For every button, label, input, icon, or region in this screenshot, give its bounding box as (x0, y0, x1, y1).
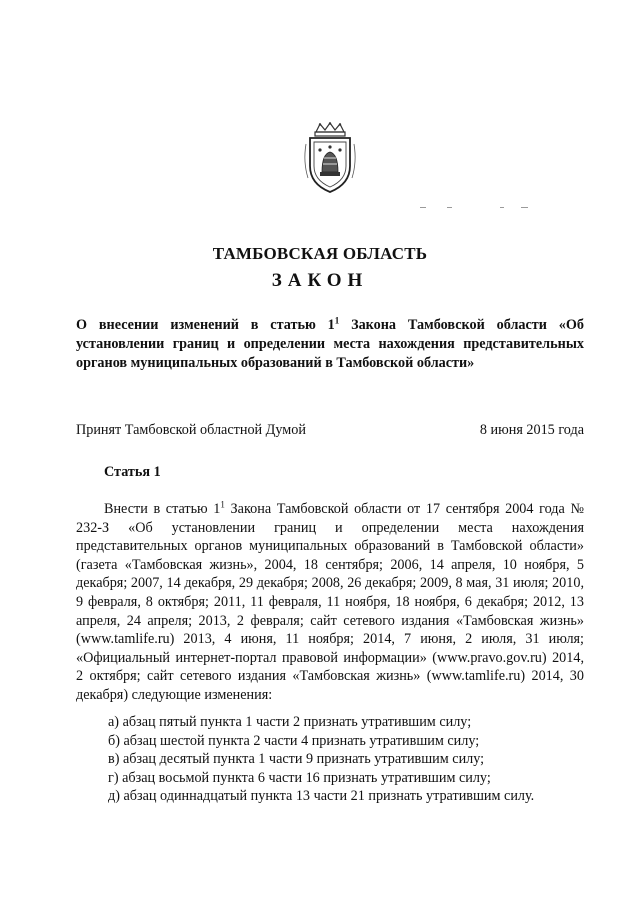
coat-of-arms-icon (300, 122, 360, 194)
intro-superscript: 1 (220, 499, 225, 510)
region-heading: ТАМБОВСКАЯ ОБЛАСТЬ (212, 244, 428, 263)
list-item: г) абзац восьмой пункта 6 части 16 признать утратившим силу; (108, 769, 491, 786)
article-intro-paragraph (76, 500, 584, 705)
list-item: а) абзац пятый пункта 1 части 2 признать утратившим силу; (108, 714, 472, 730)
intro-text-end: Закона Тамбовской области от 17 сентября 2004 года № 232-З «Об установлении границ и определении места нахождения представительных органов муниципальных образований в Тамбовской области» (газета «Тамбовская жизнь», 2004, 18 сентября; 2006, 14 апреля, 10 ноября, 5 декабря; 2007, 14 декабря, 29 декабря; 2008, 26 декабря; 2009, 8 мая, 31 июля; 2010, 9 февраля, 8 октября; 2011, 11 февраля, 11 ноября, 18 ноября, 6 декабря; 2012, 13 апреля, 24 апреля; 2013, 2 февраля; сайт сетевого издания «Тамбовская жизнь» (www.tamlife.ru) 2013, 4 июня, 11 ноября; 2014, 7 июня, 2 июля, 31 июля; «Официальный интернет-портал правовой информации» (www.pravo.gov.ru) 2014, 2 октября; сайт сетевого издания «Тамбовская жизнь» (www.tamlife.ru) 2014, 30 декабря) следующие изменения: (76, 501, 584, 703)
document-type-heading: ЗАКОН (271, 270, 369, 291)
scan-artifact (500, 207, 504, 208)
list-item: д) абзац одиннадцатый пункта 13 части 21 признать утратившим силу. (108, 788, 535, 805)
adoption-date: 8 июня 2015 года (479, 422, 584, 438)
intro-text-start: Внести в статью 1 (104, 501, 221, 517)
amendment-list (108, 713, 534, 806)
law-title-text-end: Закона Тамбовской области «Об установлении границ и определении места нахождения представительных органов муниципальных образований в Тамбовской области» (76, 317, 585, 371)
law-title-superscript: 1 (334, 315, 340, 326)
scan-artifact (420, 207, 426, 208)
article-heading: Статья 1 (104, 464, 161, 480)
adoption-line (76, 421, 584, 440)
scan-artifact (447, 207, 452, 208)
law-title (76, 316, 584, 373)
article-body (76, 500, 584, 705)
adopted-by: Принят Тамбовской областной Думой (76, 422, 306, 438)
list-item: в) абзац десятый пункта 1 части 9 признать утратившим силу; (108, 751, 485, 768)
list-item: б) абзац шестой пункта 2 части 4 признать утратившим силу; (108, 732, 480, 749)
scan-artifact (521, 207, 528, 208)
law-title-text-start: О внесении изменений в статью 1 (76, 317, 335, 333)
